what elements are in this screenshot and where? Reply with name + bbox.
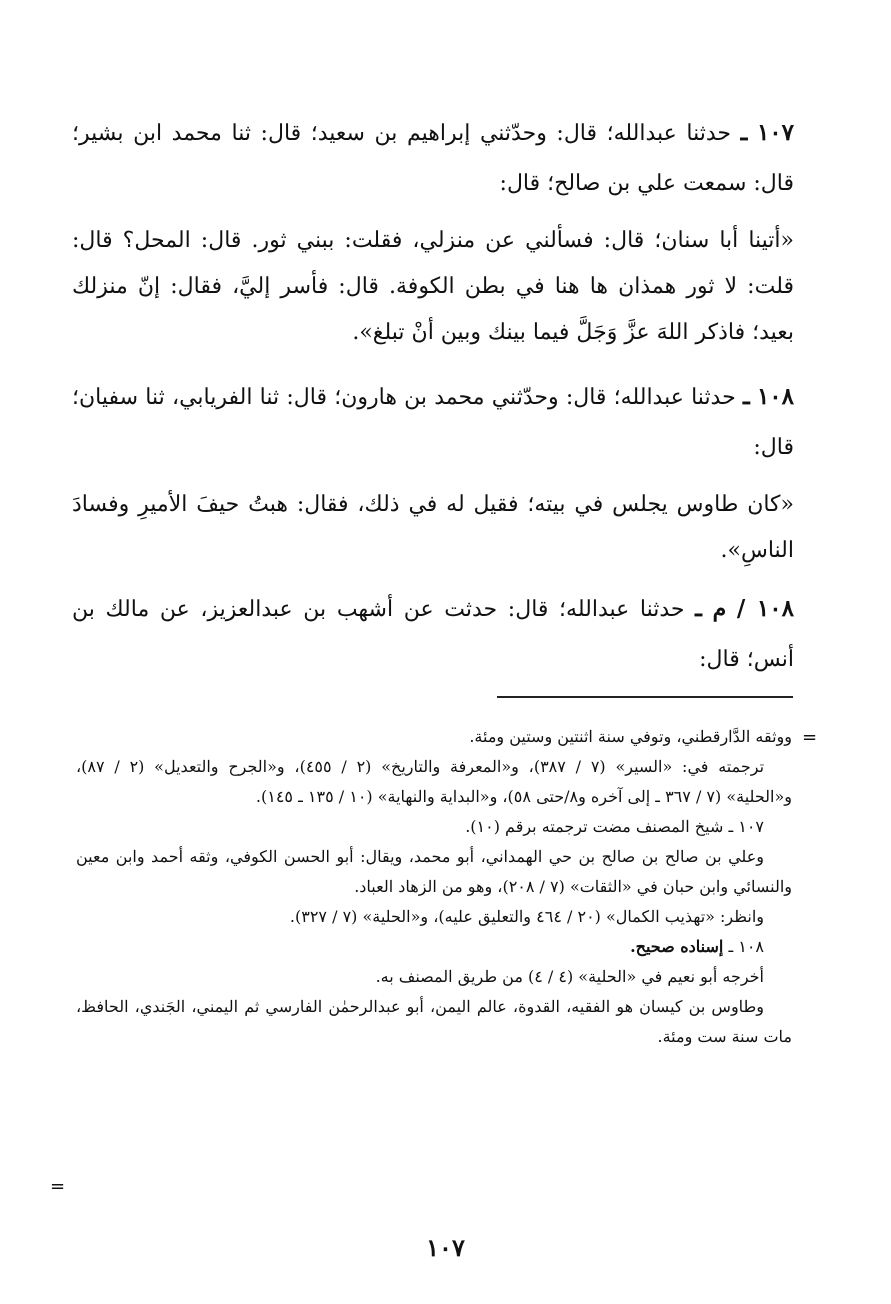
- entry-108: [72, 372, 794, 473]
- footnote-line: وانظر: «تهذيب الكمال» (٢٠ / ٤٦٤ والتعليق عليه)، و«الحلية» (٧ / ٣٢٧).: [289, 907, 764, 926]
- entry-number: ١٠٧: [756, 119, 795, 146]
- entry-107: [72, 108, 794, 209]
- footnote-end-marker: =: [50, 1176, 66, 1197]
- entry-dash: ـ: [695, 595, 702, 622]
- entry-number: ١٠٨ /: [736, 595, 794, 622]
- footnotes: [76, 722, 792, 1052]
- footnote-line: ووثقه الدَّارقطني، وتوفي سنة اثنتين وستين ومئة.: [469, 727, 792, 746]
- entry-chain: حدثنا عبدالله؛ قال: وحدّثني إبراهيم بن سعيد؛ قال: ثنا محمد ابن بشير؛ قال: سمعت علي بن صالح؛ قال:: [72, 121, 794, 196]
- entry-chain: حدثنا عبدالله؛ قال: وحدّثني محمد بن هارون؛ قال: ثنا الفريابي، ثنا سفيان؛ قال:: [72, 385, 794, 460]
- footnote-verdict: إسناده صحيح.: [630, 937, 724, 956]
- footnote-divider: [497, 696, 793, 698]
- entry-108m: [72, 584, 794, 685]
- entry-107-text: «أتينا أبا سنان؛ قال: فسألني عن منزلي، فقلت: ببني ثور. قال: المحل؟ قال: قلت: لا ثور همذان ها هنا في بطن الكوفة. قال: فأسر إليَّ، فقال: إنّ منزلك بعيد؛ فاذكر اللهَ عزَّ وَجَلَّ فيما بينك وبين أنْ تبلغ».: [72, 228, 794, 345]
- entry-number: ١٠٨: [756, 383, 794, 410]
- footnote-line: ١٠٧ ـ شيخ المصنف مضت ترجمته برقم (١٠).: [465, 817, 764, 836]
- footnote-line: ترجمته في: «السير» (٧ / ٣٨٧)، و«المعرفة والتاريخ» (٢ / ٤٥٥)، و«الجرح والتعديل» (٢ / ٨٧)، و«الحلية» (٧ / ٣٦٧ ـ إلى آخره و٨/حتى ٥٨)، و«البداية والنهاية» (١٠ / ١٣٥ ـ ١٤٥).: [76, 757, 792, 806]
- entry-dash: ـ: [740, 119, 748, 146]
- footnote-line: أخرجه أبو نعيم في «الحلية» (٤ / ٤) من طريق المصنف به.: [375, 967, 764, 986]
- footnote-continuation-marker: =: [802, 727, 818, 748]
- entry-chain: حدثنا عبدالله؛ قال: حدثت عن أشهب بن عبدالعزيز، عن مالك بن أنس؛ قال:: [72, 597, 794, 672]
- entry-108-text: «كان طاوس يجلس في بيته؛ فقيل له في ذلك، فقال: هبتُ حيفَ الأميرِ وفسادَ الناسِ».: [72, 492, 794, 563]
- footnote-number: ١٠٨ ـ: [728, 937, 764, 956]
- footnote-line: وطاوس بن كيسان هو الفقيه، القدوة، عالم اليمن، أبو عبدالرحمٰن الفارسي ثم اليمني، الجَندي، الحافظ، مات سنة ست ومئة.: [76, 997, 792, 1046]
- entry-dash: ـ: [742, 383, 750, 410]
- entry-symbol: م: [712, 596, 727, 622]
- footnote-line: وعلي بن صالح بن صالح بن حي الهمداني، أبو محمد، ويقال: أبو الحسن الكوفي، وثقه أحمد وابن معين والنسائي وابن حبان في «الثقات» (٧ / ٢٠٨)، وهو من الزهاد العباد.: [76, 847, 792, 896]
- page-number: ١٠٧: [426, 1233, 465, 1262]
- footnote-line: [76, 932, 792, 962]
